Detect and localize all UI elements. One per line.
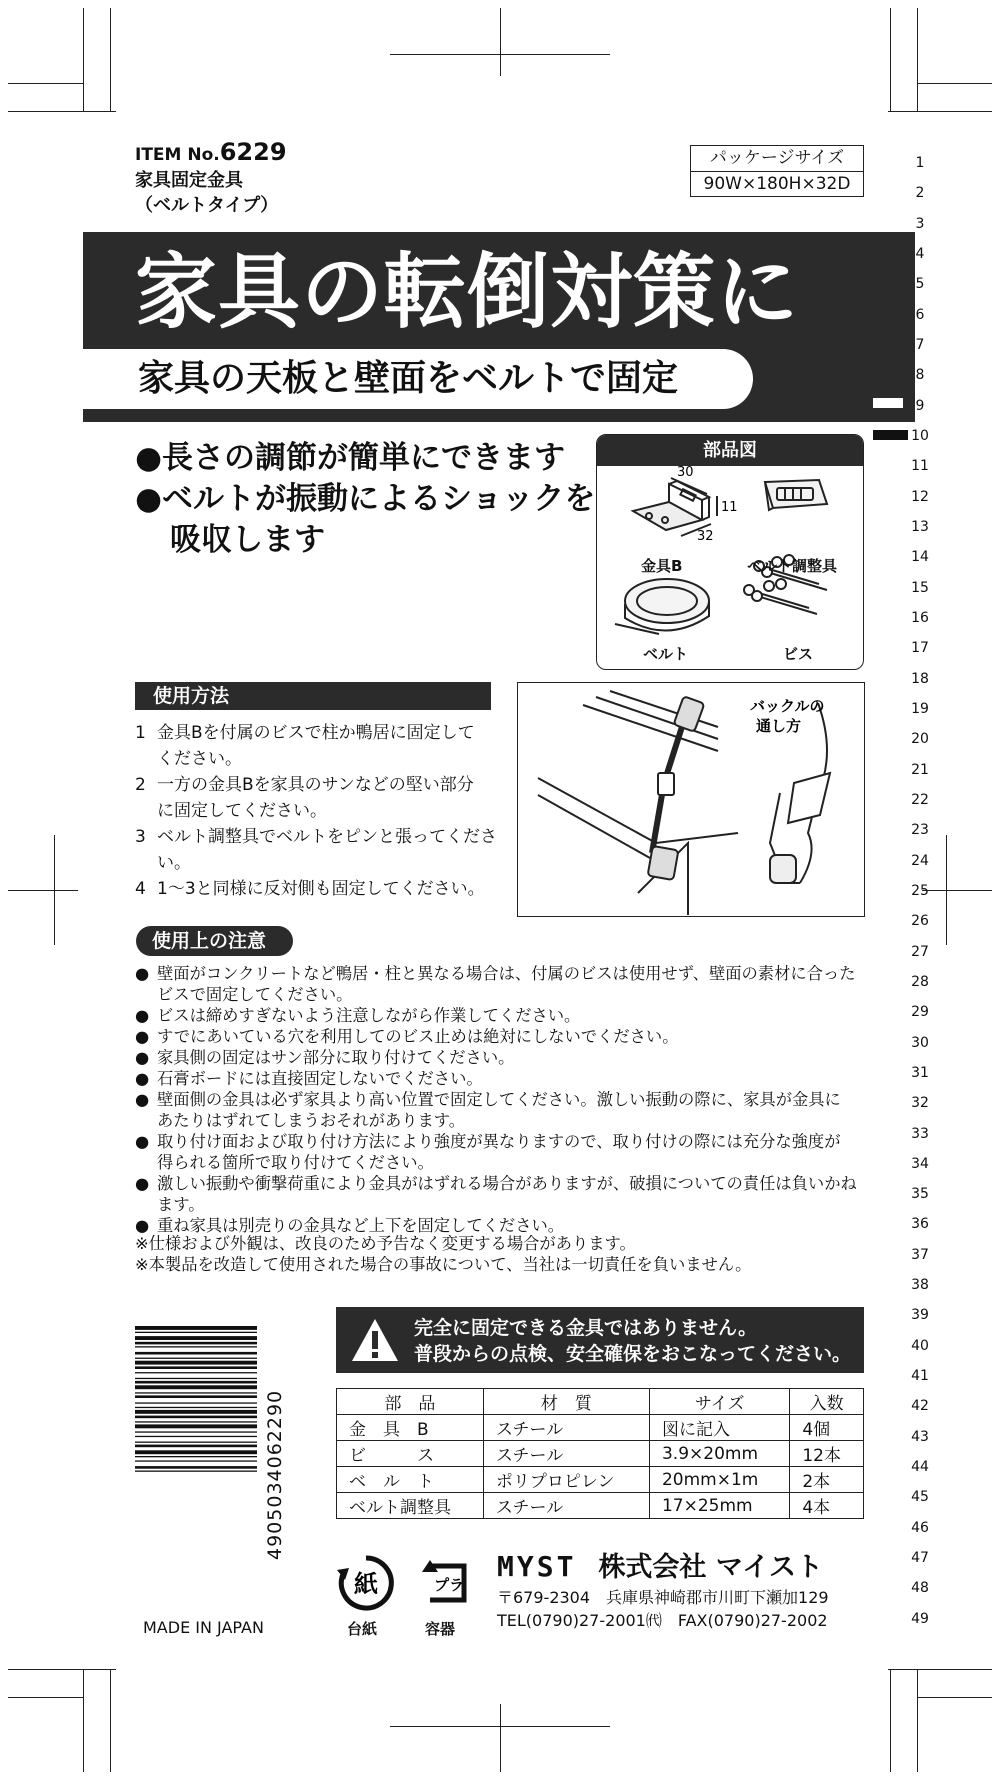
barcode-bar: [135, 1466, 257, 1469]
usage-steps: [135, 720, 505, 902]
usage-step: [135, 876, 505, 902]
step-text: ください。: [157, 749, 242, 769]
spec-cell: 4本: [790, 1493, 864, 1519]
belt-adjuster-icon: [765, 480, 827, 510]
caution-text: 家具側の固定はサン部分に取り付けてください。: [157, 1048, 515, 1067]
barcode-bar: [135, 1358, 257, 1359]
row-number: 36: [911, 1216, 929, 1233]
barcode-bar: [135, 1442, 257, 1443]
item-number: 6229: [219, 138, 287, 166]
row-number: 21: [911, 761, 929, 778]
step-number: 1: [135, 723, 146, 743]
company-logo: MYST: [497, 1550, 577, 1583]
barcode-bar: [135, 1332, 257, 1333]
warning-triangle-icon: [350, 1317, 400, 1363]
step-number: 4: [135, 879, 146, 899]
row-number: 25: [911, 882, 929, 899]
spec-header-cell: 材 質: [483, 1389, 649, 1415]
row-number: 47: [911, 1550, 929, 1567]
spec-cell: 4個: [790, 1415, 864, 1441]
crop-mark: [917, 1669, 918, 1772]
plastic-mark-text: プラ: [433, 1576, 465, 1594]
banner-subtitle-panel: [83, 349, 753, 409]
caution-item: [135, 1047, 865, 1068]
registration-bar: [873, 430, 908, 440]
row-number: 9: [915, 397, 925, 414]
row-number: 16: [911, 609, 929, 626]
row-number: 1: [915, 155, 925, 171]
dim-depth: 32: [697, 529, 714, 544]
crop-mark: [890, 1669, 891, 1772]
row-number: 34: [911, 1155, 929, 1172]
row-number: 23: [911, 822, 929, 839]
item-label: ITEM No.: [135, 145, 220, 165]
buckle-note-line2: 通し方: [756, 717, 802, 735]
row-number: 14: [911, 549, 929, 566]
feature-list: [135, 438, 595, 561]
row-number: 38: [911, 1277, 929, 1294]
crop-mark: [946, 835, 947, 945]
spec-cell: 3.9×20mm: [649, 1441, 789, 1467]
parts-diagram-title: 部品図: [597, 435, 863, 466]
feature-item: 吸収します: [170, 522, 325, 558]
caution-text: 石膏ボードには直接固定しないでください。: [157, 1069, 483, 1088]
spec-header-cell: サイズ: [649, 1389, 789, 1415]
caution-text: あたりはずれてしまうおそれがあります。: [157, 1111, 466, 1130]
row-number: 26: [911, 913, 929, 930]
warning-banner: [336, 1307, 864, 1373]
crop-mark: [8, 890, 78, 891]
spec-cell: 20mm×1m: [649, 1467, 789, 1493]
caution-item: [135, 1152, 865, 1173]
row-number: 8: [915, 367, 925, 384]
step-number: [135, 798, 157, 824]
adjuster-label: ベルト調整具: [747, 557, 838, 575]
belt-label: ベルト: [643, 645, 689, 663]
product-name: 家具固定金具: [135, 170, 243, 191]
bullet-icon: ●: [135, 1048, 150, 1067]
warning-line1: 完全に固定できる金具ではありません。: [414, 1317, 758, 1339]
row-number: 10: [911, 427, 929, 444]
row-number: 30: [911, 1034, 929, 1051]
crop-mark: [888, 1669, 992, 1670]
spec-cell: 2本: [790, 1467, 864, 1493]
step-number: 2: [135, 775, 146, 795]
step-text: 一方の金具Bを家具のサンなどの堅い部分: [157, 775, 474, 795]
barcode-bar: [135, 1410, 257, 1414]
caution-text: ビスで固定してください。: [157, 985, 353, 1004]
row-number: 42: [911, 1398, 929, 1415]
bullet-icon: [135, 1110, 157, 1131]
usage-step: [135, 720, 505, 746]
row-number: 3: [915, 215, 925, 232]
usage-step: [135, 772, 505, 798]
barcode-bar: [135, 1471, 257, 1472]
usage-step: [135, 824, 505, 876]
row-number: 44: [911, 1459, 929, 1476]
company-address: 〒679-2304 兵庫県神崎郡市川町下瀬加129: [497, 1588, 829, 1607]
barcode-bar: [135, 1424, 257, 1428]
row-number: 40: [911, 1337, 929, 1354]
spec-cell: ポリプロピレン: [483, 1467, 649, 1493]
spec-row: [337, 1493, 864, 1519]
step-text: 1〜3と同様に反対側も固定してください。: [157, 879, 485, 899]
barcode-bar: [135, 1436, 257, 1437]
row-number: 17: [911, 640, 929, 657]
usage-step: [135, 746, 505, 772]
caution-item: [135, 1089, 865, 1110]
barcode-bar: [135, 1372, 257, 1373]
spec-cell: 12本: [790, 1441, 864, 1467]
row-number: 28: [911, 973, 929, 990]
registration-bar: [873, 398, 903, 408]
caution-item: [135, 1026, 865, 1047]
spec-cell: 図に記入: [649, 1415, 789, 1441]
caution-text: 壁面がコンクリートなど鴨居・柱と異なる場合は、付属のビスは使用せず、壁面の素材に合った: [157, 964, 856, 983]
caution-text: ビスは締めすぎないよう注意しながら作業してください。: [157, 1006, 581, 1025]
row-number: 37: [911, 1246, 929, 1263]
belt-roll-icon: [615, 579, 709, 634]
crop-mark: [888, 111, 992, 112]
spec-header-cell: 部 品: [337, 1389, 484, 1415]
row-number: 33: [911, 1125, 929, 1142]
spec-cell: ベルト調整具: [337, 1493, 484, 1519]
spec-header-row: [337, 1389, 864, 1415]
spec-header-cell: 入数: [790, 1389, 864, 1415]
crop-mark: [83, 8, 84, 111]
barcode-bar: [135, 1381, 257, 1384]
spec-row: [337, 1467, 864, 1493]
caution-heading: 使用上の注意: [136, 926, 293, 956]
step-number: 3: [135, 827, 146, 847]
step-text: 金具Bを付属のビスで柱か鴨居に固定して: [157, 723, 475, 743]
banner-subtitle: 家具の天板と壁面をベルトで固定: [138, 358, 679, 399]
barcode-bar: [135, 1402, 257, 1403]
caution-text: 壁面側の金具は必ず家具より高い位置で固定してください。激しい振動の際に、家具が金具に: [157, 1090, 841, 1109]
paper-mark-label: 台紙: [347, 1620, 378, 1638]
barcode-bar: [135, 1361, 257, 1365]
row-number: 5: [915, 276, 925, 293]
bullet-icon: [135, 984, 157, 1005]
barcode-bar: [135, 1336, 257, 1340]
bullet-icon: ●: [135, 1027, 150, 1046]
bullet-icon: ●: [135, 1069, 150, 1088]
company-name: 株式会社 マイスト: [598, 1552, 824, 1583]
bracket-icon: [633, 478, 717, 536]
barcode-bar: [135, 1346, 257, 1347]
crop-mark: [500, 1704, 501, 1772]
bullet-icon: ●: [135, 1174, 150, 1193]
plastic-recycle-mark: [418, 1552, 476, 1610]
bullet-icon: [135, 1152, 157, 1173]
bullet-icon: ●: [135, 964, 150, 983]
spec-cell: 金 具 B: [337, 1415, 484, 1441]
package-size-box: [690, 145, 864, 197]
warning-text: [414, 1315, 851, 1367]
barcode-bar: [135, 1407, 257, 1408]
item-number-line: [135, 140, 287, 168]
banner-title: 家具の転倒対策に: [135, 245, 800, 340]
bullet-icon: ●: [135, 1090, 150, 1109]
row-number: 2: [915, 185, 925, 202]
caution-text: 得られる箇所で取り付けてください。: [157, 1153, 434, 1172]
caution-list: [135, 963, 865, 1236]
item-info: [135, 140, 287, 218]
spec-cell: ベ ル ト: [337, 1467, 484, 1493]
crop-mark: [917, 1697, 992, 1698]
feature-item: ●ベルトが振動によるショックを: [135, 481, 596, 517]
row-number: 29: [911, 1004, 929, 1021]
made-in: MADE IN JAPAN: [143, 1618, 264, 1637]
bullet-icon: ●: [135, 1132, 150, 1151]
barcode-bar: [135, 1385, 257, 1389]
row-number: 6: [915, 306, 925, 323]
company-phone: TEL(0790)27-2001㈹ FAX(0790)27-2002: [497, 1611, 828, 1630]
crop-mark: [890, 8, 891, 111]
barcode-bar: [135, 1431, 257, 1432]
dim-height: 11: [721, 500, 738, 515]
step-number: [135, 746, 157, 772]
row-number: 48: [911, 1580, 929, 1597]
spec-cell: ビ ス: [337, 1441, 484, 1467]
row-number: 11: [911, 458, 929, 475]
row-number: 4: [915, 245, 925, 262]
paper-recycle-icon: [335, 1552, 397, 1614]
caution-text: 重ね家具は別売りの金具など上下を固定してください。: [157, 1216, 565, 1235]
row-number: 7: [915, 336, 925, 353]
barcode-bar: [135, 1460, 257, 1461]
crop-mark: [110, 8, 111, 111]
crop-mark: [8, 83, 83, 84]
spec-row: [337, 1441, 864, 1467]
parts-diagram: [596, 434, 864, 670]
spec-cell: 17×25mm: [649, 1493, 789, 1519]
package-size-value: 90W×180H×32D: [691, 171, 863, 196]
crop-mark: [8, 1669, 116, 1670]
barcode-bar: [135, 1366, 257, 1369]
row-number: 45: [911, 1489, 929, 1506]
row-number: 12: [911, 488, 929, 505]
barcode-bar: [135, 1416, 257, 1419]
caution-item: [135, 1005, 865, 1026]
barcode-bar: [135, 1378, 257, 1379]
crop-mark: [500, 8, 501, 76]
caution-item: [135, 984, 865, 1005]
row-number: 43: [911, 1428, 929, 1445]
row-number: 46: [911, 1519, 929, 1536]
usage-illustration: [517, 682, 865, 917]
bullet-icon: ●: [135, 1006, 150, 1025]
buckle-note-line1: バックルの: [750, 697, 825, 715]
barcode-bar: [135, 1450, 257, 1454]
row-number: 49: [911, 1610, 929, 1627]
paper-mark-text: 紙: [354, 1570, 378, 1598]
crop-mark: [83, 1669, 84, 1772]
row-number: 27: [911, 943, 929, 960]
row-number: 31: [911, 1064, 929, 1081]
spec-cell: スチール: [483, 1493, 649, 1519]
dim-width: 30: [677, 466, 694, 480]
caution-item: [135, 1131, 865, 1152]
caution-text: 激しい振動や衝撃荷重により金具がはずれる場合がありますが、破損についての責任は負いかねます。: [157, 1174, 857, 1214]
barcode-bar: [135, 1342, 257, 1345]
product-type: （ベルトタイプ）: [135, 195, 279, 216]
spec-cell: スチール: [483, 1415, 649, 1441]
caution-item: [135, 1068, 865, 1089]
barcode-bar: [135, 1352, 257, 1355]
caution-text: 取り付け面および取り付け方法により強度が異なりますので、取り付けの際には充分な強度が: [157, 1132, 841, 1151]
crop-mark: [917, 8, 918, 111]
feature-item: ●長さの調節が簡単にできます: [135, 440, 566, 476]
spec-row: [337, 1415, 864, 1441]
caution-item: [135, 1110, 865, 1131]
row-number: 41: [911, 1368, 929, 1385]
barcode-bar: [135, 1456, 257, 1457]
crop-mark: [8, 1697, 83, 1698]
row-number: 13: [911, 518, 929, 535]
row-number: 15: [911, 579, 929, 596]
row-number: 20: [911, 731, 929, 748]
row-number: 18: [911, 670, 929, 687]
plastic-recycle-icon: [418, 1552, 476, 1610]
barcode-bar: [135, 1395, 257, 1398]
company-name-line: [497, 1549, 829, 1586]
disclaimer-notes: [135, 1233, 751, 1275]
step-text: ベルト調整具でベルトをピンと張ってください。: [157, 827, 497, 873]
package-size-label: パッケージサイズ: [709, 148, 845, 168]
paper-recycle-mark: [335, 1552, 397, 1614]
row-number: 35: [911, 1186, 929, 1203]
spec-table: [336, 1388, 864, 1519]
crop-mark: [54, 835, 55, 945]
usage-step: [135, 798, 505, 824]
row-number: 24: [911, 852, 929, 869]
barcode-bar: [135, 1421, 257, 1422]
installation-figure: [518, 683, 863, 915]
row-number: 22: [911, 791, 929, 808]
crop-mark: [917, 83, 992, 84]
plastic-mark-label: 容器: [425, 1620, 456, 1638]
step-text: に固定してください。: [157, 801, 327, 821]
crop-mark: [110, 1669, 111, 1772]
bracket-label: 金具B: [641, 557, 683, 575]
crop-mark: [8, 111, 116, 112]
barcode: [135, 1326, 273, 1541]
barcode-bar: [135, 1326, 257, 1330]
usage-heading: 使用方法: [135, 682, 491, 710]
warning-line2: 普段からの点検、安全確保をおこなってください。: [414, 1343, 852, 1365]
caution-item: [135, 1173, 865, 1215]
company-info: [497, 1549, 829, 1632]
row-number: 32: [911, 1095, 929, 1112]
row-number: 39: [911, 1307, 929, 1324]
spec-cell: スチール: [483, 1441, 649, 1467]
barcode-bar: [135, 1392, 257, 1393]
caution-text: すでにあいている穴を利用してのビス止めは絶対にしないでください。: [157, 1027, 679, 1046]
row-number: 19: [911, 700, 929, 717]
barcode-bar: [135, 1445, 257, 1448]
barcode-digits: 4905034062290: [264, 1389, 286, 1560]
note: ※本製品を改造して使用された場合の事故について、当社は一切責任を負いません。: [135, 1255, 752, 1274]
note: ※仕様および外観は、改良のため予告なく変更する場合があります。: [135, 1234, 636, 1253]
caution-item: [135, 963, 865, 984]
screw-label: ビス: [783, 645, 814, 663]
bullet-icon: ●: [135, 1216, 150, 1235]
